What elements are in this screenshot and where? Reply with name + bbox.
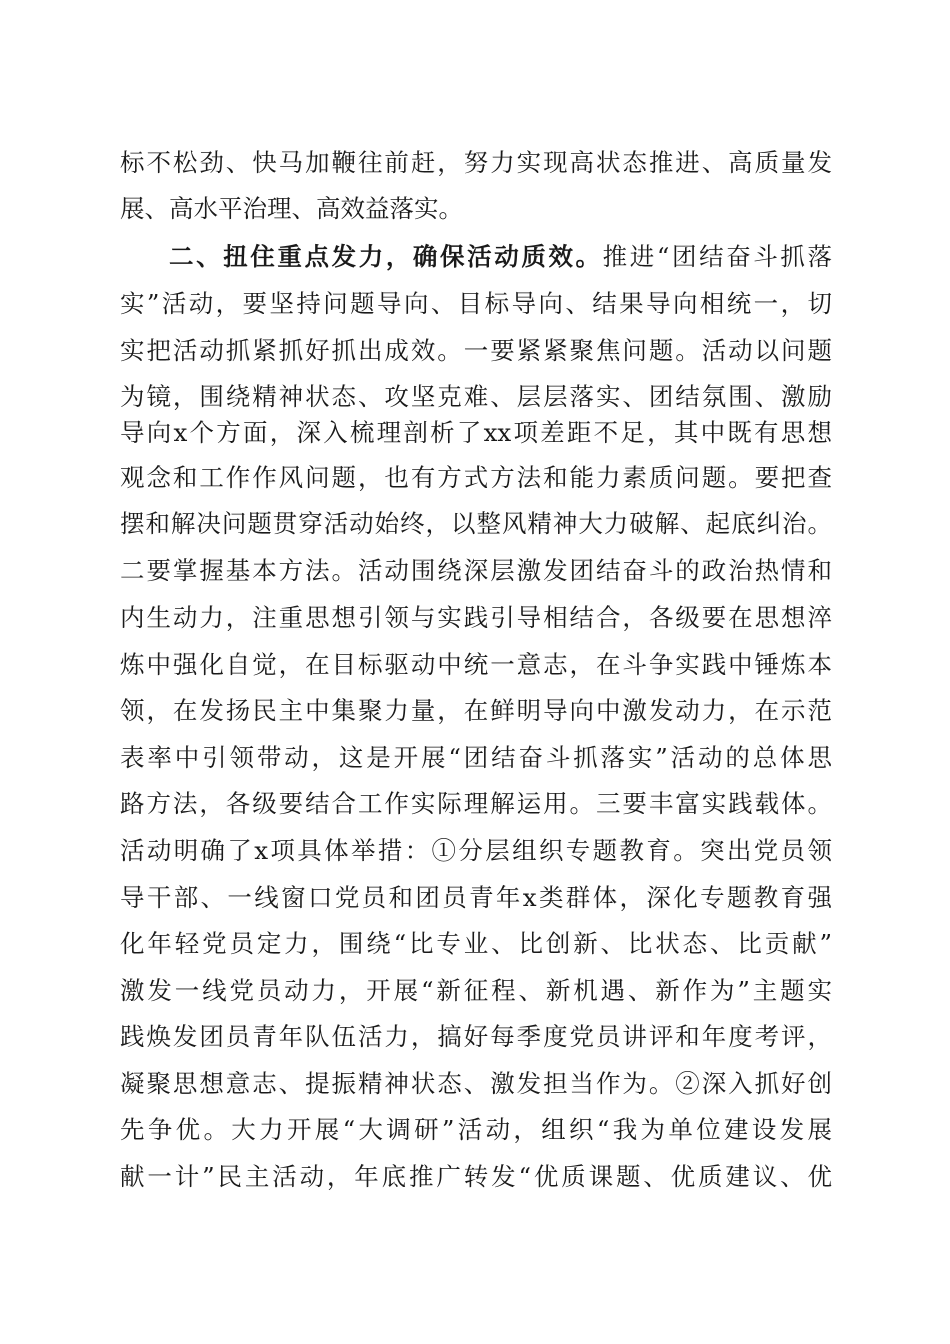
text-line-3: 推进“团结奋斗抓落 <box>602 242 832 271</box>
text-line-6: 为镜，围绕精神状态、攻坚克难、层层落实、团结氛围、激励 <box>120 382 832 411</box>
text-line-14: 表率中引领带动，这是开展“团结奋斗抓落实”活动的总体思 <box>120 743 832 772</box>
text-line-13: 领，在发扬民主中集聚力量，在鲜明导向中激发动力，在示范 <box>120 696 832 725</box>
text-line-4: 实”活动，要坚持问题导向、目标导向、结果导向相统一，切 <box>120 289 832 318</box>
text-line-5: 实把活动抓紧抓好抓出成效。一要紧紧聚焦问题。活动以问题 <box>120 336 832 365</box>
text-line-21: 凝聚思想意志、提振精神状态、激发担当作为。②深入抓好创 <box>120 1069 832 1098</box>
text-line-9: 摆和解决问题贯穿活动始终，以整风精神大力破解、起底纠治。 <box>120 509 832 538</box>
section-heading: 二、扭住重点发力，确保活动质效。 <box>169 242 603 271</box>
text-line-15: 路方法，各级要结合工作实际理解运用。三要丰富实践载体。 <box>120 789 832 818</box>
text-line-20: 践焕发团员青年队伍活力，搞好每季度党员讲评和年度考评， <box>120 1022 832 1051</box>
text-line-11: 内生动力，注重思想引领与实践引导相结合，各级要在思想淬 <box>120 603 832 632</box>
text-line-1: 标不松劲、快马加鞭往前赶，努力实现高状态推进、高质量发 <box>120 148 832 177</box>
text-line-23: 献一计”民主活动，年底推广转发“优质课题、优质建议、优 <box>120 1162 832 1191</box>
text-line-16: 活动明确了x项具体举措：①分层组织专题教育。突出党员领 <box>120 836 832 865</box>
text-line-17: 导干部、一线窗口党员和团员青年x类群体，深化专题教育强 <box>120 883 832 912</box>
text-line-7: 导向x个方面，深入梳理剖析了xx项差距不足，其中既有思想 <box>120 418 832 447</box>
text-line-19: 激发一线党员动力，开展“新征程、新机遇、新作为”主题实 <box>120 976 832 1005</box>
text-line-18: 化年轻党员定力，围绕“比专业、比创新、比状态、比贡献” <box>120 929 832 958</box>
text-line-8: 观念和工作作风问题，也有方式方法和能力素质问题。要把查 <box>120 463 832 492</box>
text-line-2: 展、高水平治理、高效益落实。 <box>120 194 463 223</box>
section-heading-line <box>169 237 832 277</box>
text-line-12: 炼中强化自觉，在目标驱动中统一意志，在斗争实践中锤炼本 <box>120 650 832 679</box>
text-line-10: 二要掌握基本方法。活动围绕深层激发团结奋斗的政治热情和 <box>120 556 832 585</box>
text-line-22: 先争优。大力开展“大调研”活动，组织“我为单位建设发展 <box>120 1115 832 1144</box>
